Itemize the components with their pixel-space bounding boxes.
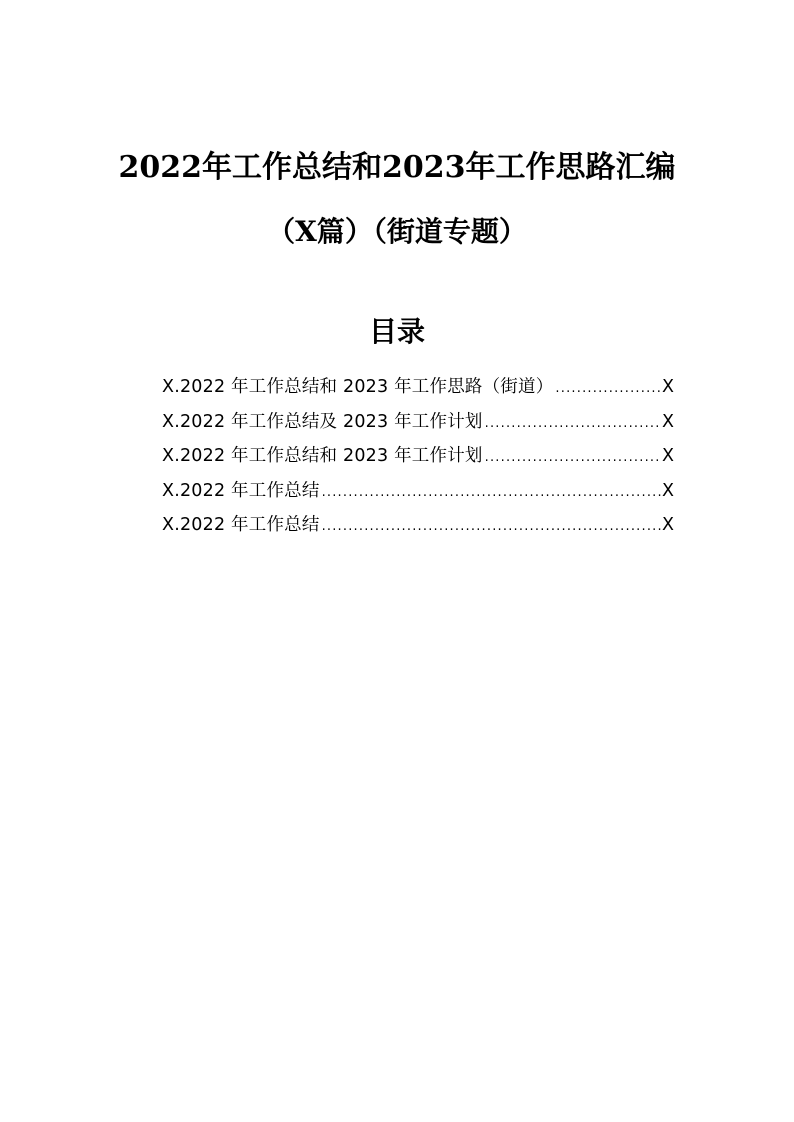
toc-entry-page: X: [662, 515, 674, 535]
toc-entry-page: X: [662, 480, 674, 501]
toc-leader-dots: [483, 407, 662, 440]
toc-entry-page: X: [662, 377, 674, 397]
toc-entry-title: X.2022 年工作总结: [162, 480, 320, 501]
table-of-contents: [162, 370, 674, 543]
toc-entry-page: X: [662, 446, 674, 466]
toc-leader-dots: [320, 476, 662, 509]
toc-entry: [162, 508, 674, 543]
toc-entry: [162, 439, 674, 474]
toc-leader-dots: [320, 510, 662, 543]
toc-leader-dots: [483, 441, 662, 474]
document-subtitle: （X篇）（街道专题）: [267, 215, 527, 248]
toc-entry-title: X.2022 年工作总结: [162, 515, 320, 535]
toc-entry-page: X: [662, 411, 674, 432]
toc-entry: [162, 370, 674, 405]
toc-entry-title: X.2022 年工作总结及 2023 年工作计划: [162, 411, 483, 432]
toc-entry-title: X.2022 年工作总结和 2023 年工作思路（街道）: [162, 377, 554, 397]
toc-entry: [162, 405, 674, 440]
toc-entry-title: X.2022 年工作总结和 2023 年工作计划: [162, 446, 483, 466]
document-title: 2022年工作总结和2023年工作思路汇编: [118, 150, 676, 185]
toc-heading: 目录: [368, 315, 425, 348]
toc-leader-dots: [553, 372, 662, 405]
toc-entry: [162, 474, 674, 509]
